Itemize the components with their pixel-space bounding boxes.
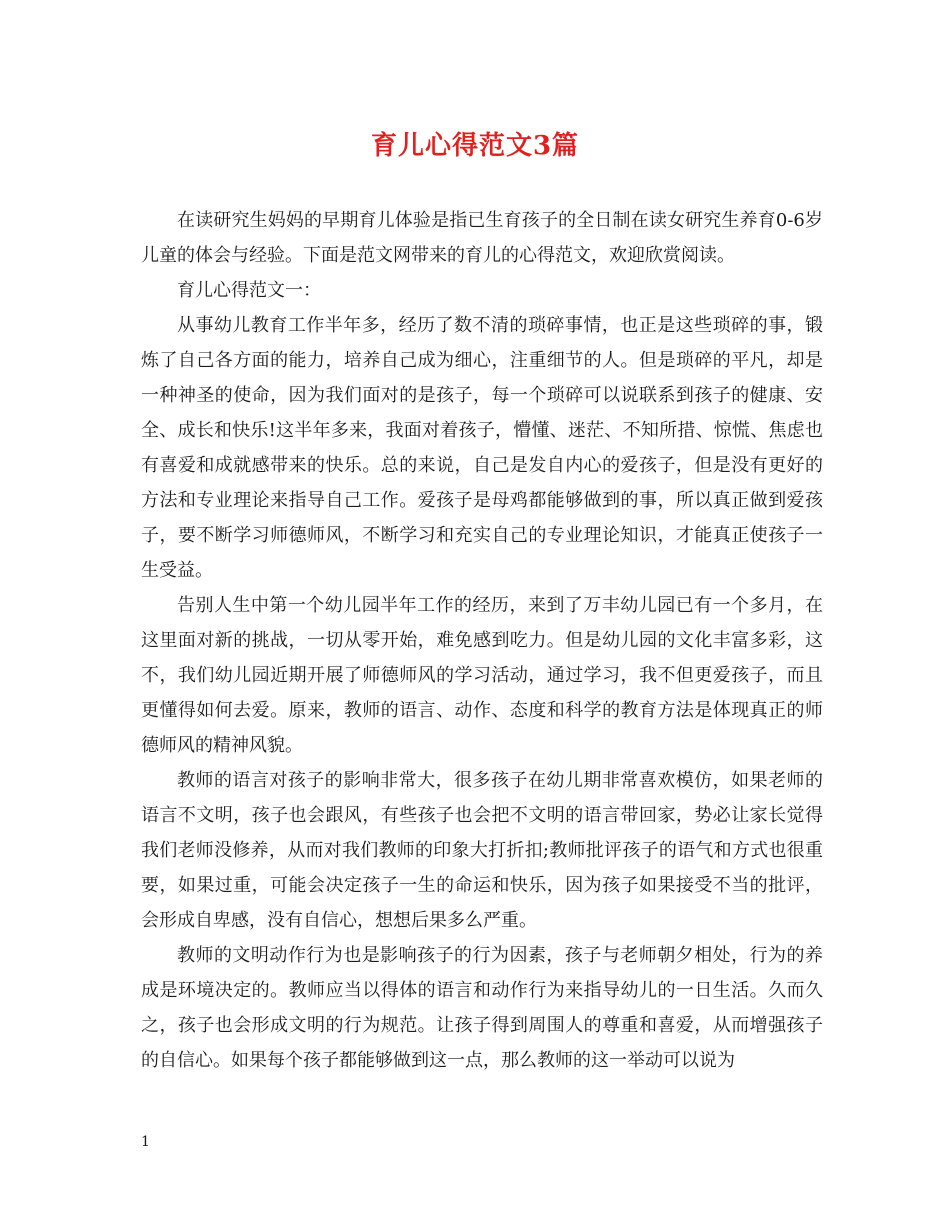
paragraph: 教师的文明动作行为也是影响孩子的行为因素，孩子与老师朝夕相处，行为的养成是环境决定的。教师应当以得体的语言和动作行为来指导幼儿的一日生活。久而久之，孩子也会形成文明的行为规范。让孩子得到周围人的尊重和喜爱，从而增强孩子的自信心。如果每个孩子都能够做到这一点，那么教师的这一举动可以说为 (141, 945, 823, 1071)
paragraph-intro: 在读研究生妈妈的早期育儿体验是指已生育孩子的全日制在读女研究生养育0-6岁儿童的体会与经验。下面是范文网带来的育儿的心得范文，欢迎欣赏阅读。 (141, 210, 823, 266)
paragraph: 告别人生中第一个幼儿园半年工作的经历，来到了万丰幼儿园已有一个多月，在这里面对新的挑战，一切从零开始，难免感到吃力。但是幼儿园的文化丰富多彩，这不，我们幼儿园近期开展了师德师风的学习活动，通过学习，我不但更爱孩子，而且更懂得如何去爱。原来，教师的语言、动作、态度和科学的教育方法是体现真正的师德师风的精神风貌。 (141, 595, 823, 756)
document-body (141, 203, 823, 1078)
page-number: 1 (141, 1134, 150, 1150)
section-heading: 育儿心得范文一： (177, 280, 321, 301)
paragraph: 从事幼儿教育工作半年多，经历了数不清的琐碎事情，也正是这些琐碎的事，锻炼了自己各方面的能力，培养自己成为细心，注重细节的人。但是琐碎的平凡，却是一种神圣的使命，因为我们面对的是孩子，每一个琐碎可以说联系到孩子的健康、安全、成长和快乐!这半年多来，我面对着孩子，懵懂、迷茫、不知所措、惊慌、焦虑也有喜爱和成就感带来的快乐。总的来说，自己是发自内心的爱孩子，但是没有更好的方法和专业理论来指导自己工作。爱孩子是母鸡都能够做到的事，所以真正做到爱孩子，要不断学习师德师风，不断学习和充实自己的专业理论知识，才能真正使孩子一生受益。 (141, 315, 823, 581)
paragraph: 教师的语言对孩子的影响非常大，很多孩子在幼儿期非常喜欢模仿，如果老师的语言不文明，孩子也会跟风，有些孩子也会把不文明的语言带回家，势必让家长觉得我们老师没修养，从而对我们教师的印象大打折扣;教师批评孩子的语气和方式也很重要，如果过重，可能会决定孩子一生的命运和快乐，因为孩子如果接受不当的批评，会形成自卑感，没有自信心，想想后果多么严重。 (141, 770, 823, 931)
document-title: 育儿心得范文3篇 (370, 131, 580, 161)
